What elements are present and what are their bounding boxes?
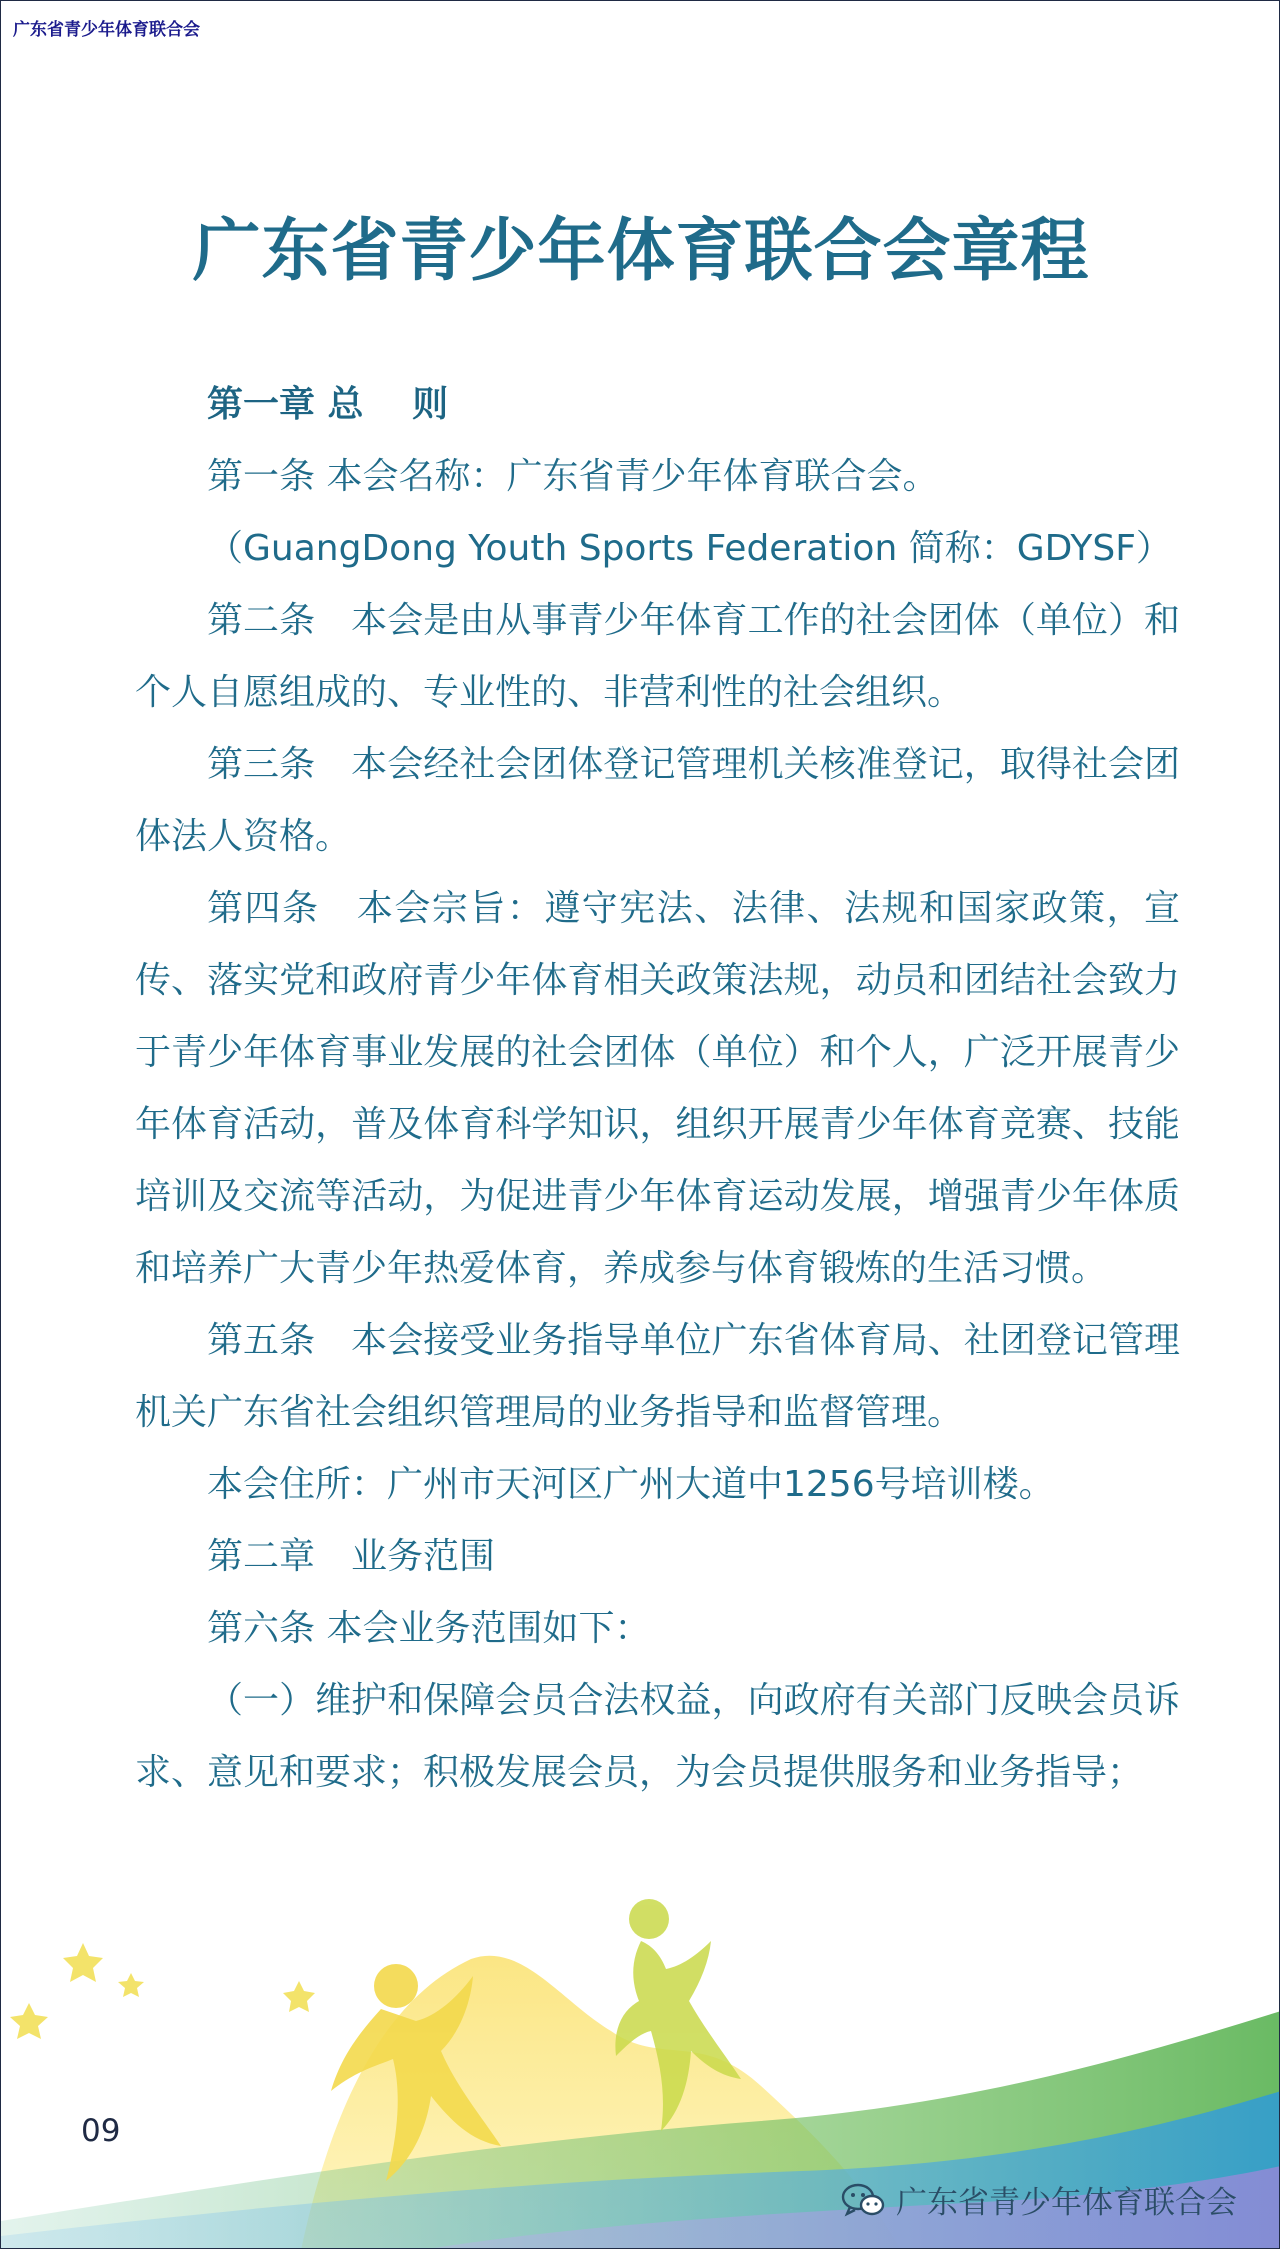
article-paragraph: 第五条 本会接受业务指导单位广东省体育局、社团登记管理机关广东省社会组织管理局的业务指导和监督管理。 (135, 1320, 1180, 1433)
article-paragraph: 第六条 本会业务范围如下： (207, 1608, 651, 1649)
article-paragraph: （GuangDong Youth Sports Federation 简称：GDYSF） (207, 528, 1172, 569)
article-paragraph: 第三条 本会经社会团体登记管理机关核准登记，取得社会团体法人资格。 (135, 744, 1180, 857)
document-title: 广东省青少年体育联合会章程 (192, 212, 1090, 291)
article-paragraph: 第四条 本会宗旨：遵守宪法、法律、法规和国家政策，宣传、落实党和政府青少年体育相关政策法规，动员和团结社会致力于青少年体育事业发展的社会团体（单位）和个人，广泛开展青少年体育活动，普及体育科学知识，组织开展青少年体育竞赛、技能培训及交流等活动，为促进青少年体育运动发展，增强青少年体质和培养广大青少年热爱体育，养成参与体育锻炼的生活习惯。 (135, 888, 1180, 1289)
page-number: 09 (81, 2113, 121, 2149)
document-body (135, 369, 1180, 1809)
header-org-label: 广东省青少年体育联合会 (13, 20, 200, 40)
chapter-heading: 第一章 总 则 (207, 384, 449, 425)
article-paragraph: 本会住所：广州市天河区广州大道中1256号培训楼。 (207, 1464, 1055, 1505)
article-paragraph: 第二章 业务范围 (207, 1536, 496, 1577)
watermark-text: 广东省青少年体育联合会 (896, 2185, 1237, 2221)
wechat-icon (840, 2183, 886, 2217)
article-paragraph: （一）维护和保障会员合法权益，向政府有关部门反映会员诉求、意见和要求；积极发展会员，为会员提供服务和业务指导； (135, 1680, 1180, 1793)
wechat-watermark (840, 2177, 1237, 2222)
article-paragraph: 第二条 本会是由从事青少年体育工作的社会团体（单位）和个人自愿组成的、专业性的、非营利性的社会组织。 (135, 600, 1180, 713)
article-paragraph: 第一条 本会名称：广东省青少年体育联合会。 (207, 456, 939, 497)
